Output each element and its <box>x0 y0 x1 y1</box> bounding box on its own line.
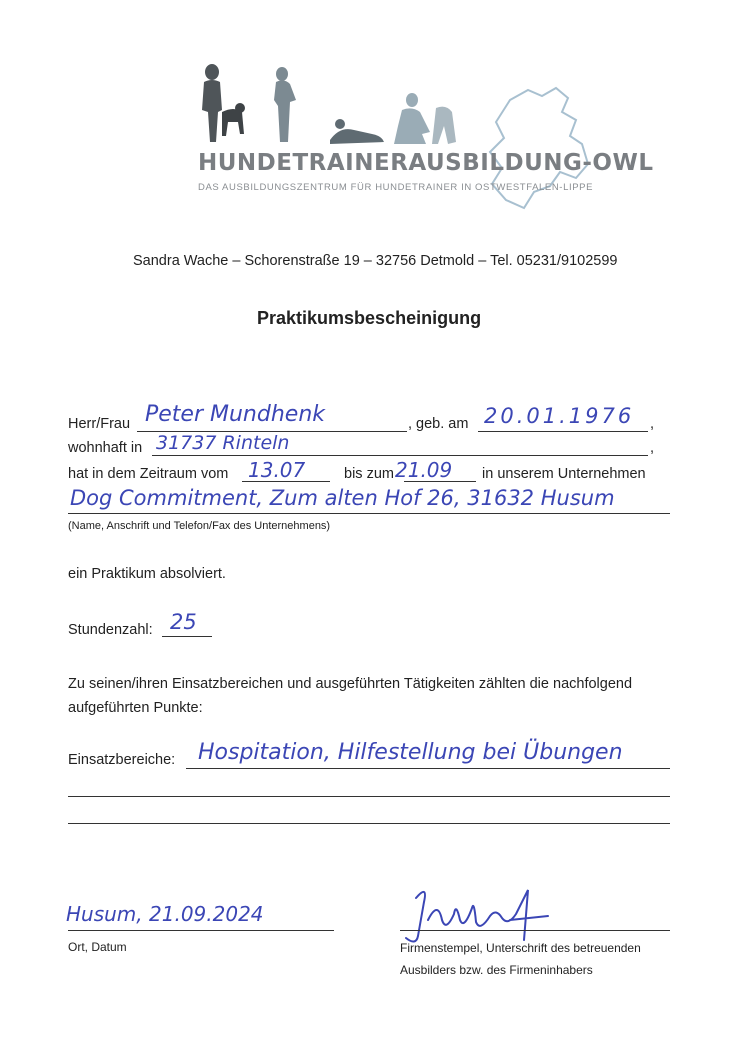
header-address: Sandra Wache – Schorenstraße 19 – 32756 Detmold – Tel. 05231/9102599 <box>133 253 618 269</box>
label-wohnhaft-in: wohnhaft in <box>68 440 143 456</box>
label-herr-frau: Herr/Frau <box>68 416 131 432</box>
handwritten-areas: Hospitation, Hilfestellung bei Übungen <box>198 740 623 765</box>
trainer-figure-3 <box>394 93 430 144</box>
line-company <box>68 513 670 514</box>
handwritten-name: Peter Mundhenk <box>145 402 325 427</box>
logo-title: HUNDETRAINERAUSBILDUNG-OWL <box>198 150 654 176</box>
line-residence <box>152 455 648 456</box>
handwritten-residence: 31737 Rinteln <box>156 432 290 454</box>
bereiche-intro-line-2: aufgeführten Punkte: <box>68 700 203 716</box>
dog-figure-1 <box>222 103 245 136</box>
handwritten-place-date: Husum, 21.09.2024 <box>66 902 264 926</box>
label-bis-zum: bis zum <box>344 466 394 482</box>
logo-graphic <box>190 60 610 220</box>
line-signature <box>400 930 670 931</box>
line-areas-2 <box>68 796 670 797</box>
line-place-date <box>68 930 334 931</box>
label-zeitraum-vom: hat in dem Zeitraum vom <box>68 466 229 482</box>
label-geb-am: , geb. am <box>408 416 469 432</box>
bereiche-intro-line-1: Zu seinen/ihren Einsatzbereichen und ausgeführten Tätigkeiten zählten die nachfolgend <box>68 676 633 692</box>
company-hint: (Name, Anschrift und Telefon/Fax des Unternehmens) <box>68 520 331 532</box>
label-ort-datum: Ort, Datum <box>68 940 127 954</box>
logo-subtitle: DAS AUSBILDUNGSZENTRUM FÜR HUNDETRAINER IN OSTWESTFALEN-LIPPE <box>198 182 594 193</box>
signature <box>398 880 558 950</box>
handwritten-birthdate: 20.01.1976 <box>484 404 635 428</box>
label-absolviert: ein Praktikum absolviert. <box>68 566 226 582</box>
line-hours <box>162 636 212 637</box>
dog-figure-2 <box>330 119 384 144</box>
comma-1: , <box>650 416 655 432</box>
page-title: Praktikumsbescheinigung <box>257 308 482 328</box>
logo <box>190 60 654 220</box>
handwritten-from: 13.07 <box>248 458 306 482</box>
handwritten-hours: 25 <box>170 610 197 634</box>
label-in-unternehmen: in unserem Unternehmen <box>482 466 646 482</box>
comma-2: , <box>650 440 655 456</box>
label-stundenzahl: Stundenzahl: <box>68 622 153 638</box>
handwritten-to: 21.09 <box>395 458 453 482</box>
line-areas-1 <box>186 768 670 769</box>
label-einsatzbereiche: Einsatzbereiche: <box>68 752 176 768</box>
dog-figure-3 <box>432 107 456 144</box>
handwritten-company: Dog Commitment, Zum alten Hof 26, 31632 Husum <box>70 486 615 510</box>
label-firmenstempel-line-2: Ausbilders bzw. des Firmeninhabers <box>400 963 593 977</box>
line-areas-3 <box>68 823 670 824</box>
trainer-figure-2 <box>274 67 296 142</box>
label-firmenstempel-line-1: Firmenstempel, Unterschrift des betreuenden <box>400 941 641 955</box>
trainer-figure-1 <box>202 64 222 142</box>
line-birthdate <box>478 431 648 432</box>
